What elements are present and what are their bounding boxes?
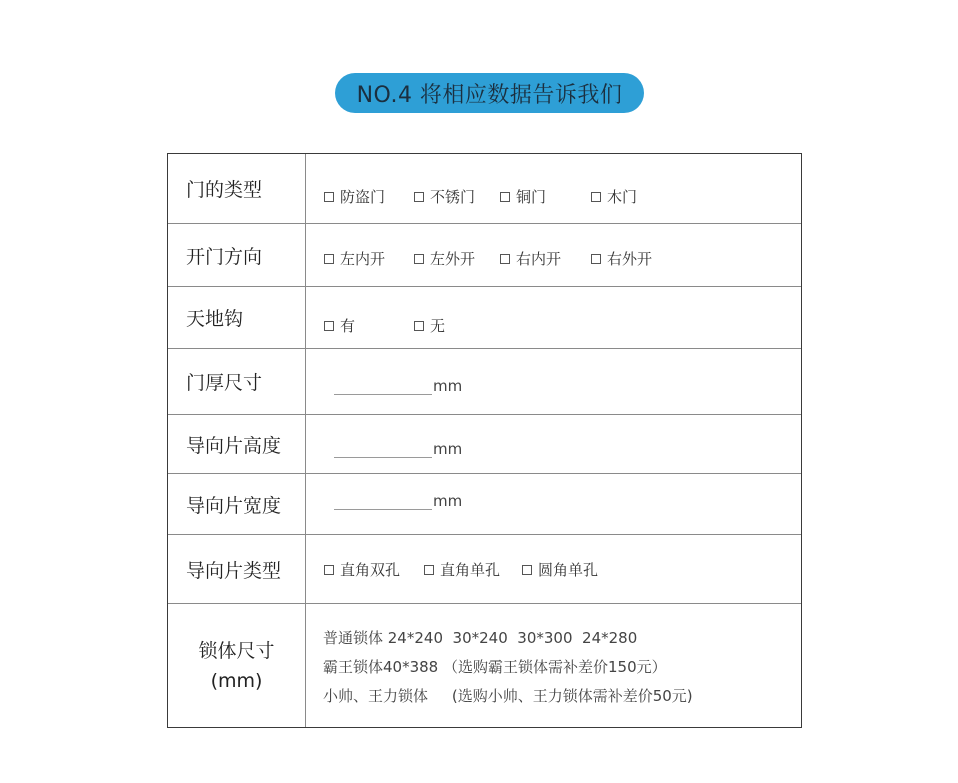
row-sky-earth-hook [168, 287, 801, 349]
option-no[interactable]: 无 [414, 315, 445, 336]
row-input [306, 415, 801, 473]
unit-label: mm [433, 492, 463, 510]
option-wood-door[interactable]: 木门 [591, 186, 637, 207]
unit-label: mm [433, 440, 463, 458]
order-info-table [167, 153, 802, 728]
checkbox[interactable] [324, 254, 334, 264]
row-lock-size [168, 604, 801, 727]
option-left-inward[interactable]: 左内开 [324, 248, 385, 269]
checkbox[interactable] [591, 254, 601, 264]
lock-line-xiaoshuai: 小帅、王力锁体 (选购小帅、王力锁体需补差价50元) [323, 687, 693, 705]
row-input [306, 474, 801, 534]
lock-line-standard: 普通锁体 24*240 30*240 30*300 24*280 [323, 629, 638, 647]
row-options [306, 154, 801, 223]
row-options [306, 224, 801, 286]
blank-line[interactable] [334, 456, 432, 458]
option-yes[interactable]: 有 [324, 315, 355, 336]
row-label: 开门方向 [168, 224, 306, 286]
section-title-banner [335, 73, 644, 113]
row-guide-type [168, 535, 801, 604]
option-anti-theft-door[interactable]: 防盗门 [324, 186, 385, 207]
option-stainless-door[interactable]: 不锈门 [414, 186, 475, 207]
option-right-outward[interactable]: 右外开 [591, 248, 652, 269]
lock-size-info [306, 604, 801, 727]
row-options [306, 287, 801, 348]
checkbox[interactable] [324, 565, 334, 575]
row-door-type [168, 154, 801, 224]
row-label: 门厚尺寸 [168, 349, 306, 414]
option-square-single-hole[interactable]: 直角单孔 [424, 559, 500, 580]
row-label [168, 604, 306, 727]
option-round-single-hole[interactable]: 圆角单孔 [522, 559, 598, 580]
section-title: NO.4 将相应数据告诉我们 [356, 82, 623, 108]
door-thickness-field[interactable] [334, 377, 462, 395]
option-square-double-hole[interactable]: 直角双孔 [324, 559, 400, 580]
checkbox[interactable] [591, 192, 601, 202]
checkbox[interactable] [500, 192, 510, 202]
row-guide-width [168, 474, 801, 535]
row-label: 导向片宽度 [168, 474, 306, 534]
checkbox[interactable] [324, 321, 334, 331]
option-left-outward[interactable]: 左外开 [414, 248, 475, 269]
row-label: 导向片类型 [168, 535, 306, 603]
checkbox[interactable] [414, 192, 424, 202]
unit-label: mm [433, 377, 463, 395]
checkbox[interactable] [414, 254, 424, 264]
row-label: 门的类型 [168, 154, 306, 223]
checkbox[interactable] [424, 565, 434, 575]
blank-line[interactable] [334, 393, 432, 395]
lock-size-unit: (mm) [210, 669, 263, 692]
row-guide-height [168, 415, 801, 474]
option-copper-door[interactable]: 铜门 [500, 186, 546, 207]
option-right-inward[interactable]: 右内开 [500, 248, 561, 269]
checkbox[interactable] [522, 565, 532, 575]
row-options [306, 535, 801, 603]
checkbox[interactable] [500, 254, 510, 264]
row-input [306, 349, 801, 414]
blank-line[interactable] [334, 508, 432, 510]
row-label: 导向片高度 [168, 415, 306, 473]
guide-width-field[interactable] [334, 492, 462, 510]
lock-line-bawang: 霸王锁体40*388 （选购霸王锁体需补差价150元） [323, 658, 667, 676]
checkbox[interactable] [414, 321, 424, 331]
guide-height-field[interactable] [334, 440, 462, 458]
row-label: 天地钩 [168, 287, 306, 348]
row-opening-direction [168, 224, 801, 287]
checkbox[interactable] [324, 192, 334, 202]
lock-size-label: 锁体尺寸 [198, 639, 275, 662]
row-door-thickness [168, 349, 801, 415]
